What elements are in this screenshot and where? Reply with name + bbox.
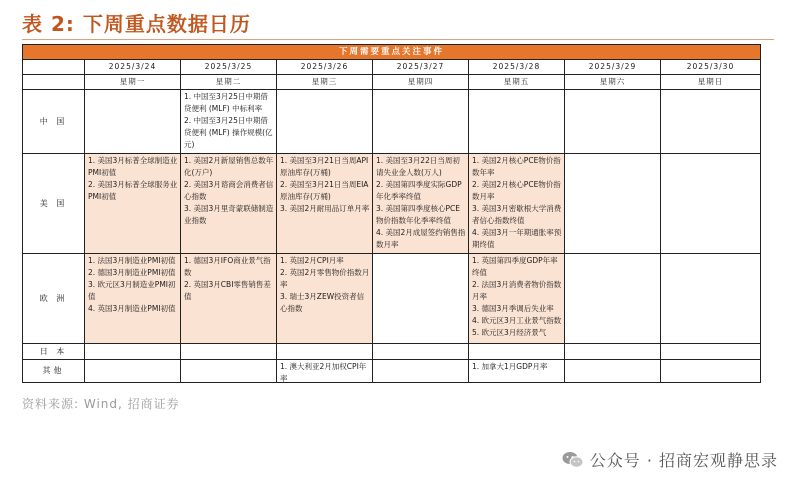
- event-item: 1. 澳大利亚2月加权CPI年率: [280, 362, 367, 382]
- event-cell: [85, 154, 181, 254]
- event-cell: [373, 360, 469, 383]
- event-cell: [661, 254, 761, 344]
- row-label: 中 国: [23, 90, 85, 154]
- weekday-header: 星期日: [661, 75, 761, 90]
- event-cell: [661, 154, 761, 254]
- event-cell: [565, 254, 661, 344]
- weekday-row: [23, 75, 761, 90]
- event-item: 1. 美国2月新屋销售总数年化(万户): [184, 156, 274, 177]
- event-item: 3. 德国3月季调后失业率: [472, 304, 554, 313]
- row-label: 欧 洲: [23, 254, 85, 344]
- event-cell: [565, 90, 661, 154]
- event-item: 2. 英国2月零售物价指数月率: [280, 268, 370, 289]
- watermark: [562, 448, 778, 471]
- event-cell: [469, 90, 565, 154]
- event-item: 2. 英国3月CBI零售销售差值: [184, 280, 271, 301]
- weekday-header: 星期二: [181, 75, 277, 90]
- event-cell: [469, 154, 565, 254]
- table-row: [23, 90, 761, 154]
- title-divider: [22, 39, 774, 40]
- event-cell: [181, 344, 277, 360]
- date-header: 2025/3/27: [373, 60, 469, 75]
- watermark-text: 公众号 · 招商宏观静思录: [589, 451, 778, 470]
- event-item: 2. 法国3月消费者物价指数月率: [472, 280, 562, 301]
- row-label: 日 本: [23, 344, 85, 360]
- corner-cell: [23, 60, 85, 75]
- event-item: 1. 加拿大1月GDP月率: [472, 362, 548, 371]
- event-cell: [277, 344, 373, 360]
- weekday-header: 星期五: [469, 75, 565, 90]
- event-cell: [565, 360, 661, 383]
- event-item: 3. 美国3月密歇根大学消费者信心指数终值: [472, 204, 562, 225]
- event-item: 1. 美国2月核心PCE物价指数年率: [472, 156, 561, 177]
- event-item: 4. 美国3月一年期通胀率预期终值: [472, 228, 562, 249]
- row-label: 美 国: [23, 154, 85, 254]
- event-item: 3. 美国2月耐用品订单月率: [280, 204, 370, 213]
- wechat-icon: [562, 451, 584, 469]
- event-item: 4. 美国2月成屋签约销售指数月率: [376, 228, 466, 249]
- event-cell: [661, 344, 761, 360]
- event-cell: [373, 254, 469, 344]
- event-item: 2. 美国至3月21日当周EIA原油库存(万桶): [280, 180, 369, 201]
- event-cell: [181, 90, 277, 154]
- event-cell: [469, 360, 565, 383]
- event-item: 1. 美国至3月21日当周API原油库存(万桶): [280, 156, 369, 177]
- weekday-header: 星期一: [85, 75, 181, 90]
- event-item: 4. 英国3月制造业PMI初值: [88, 304, 176, 313]
- date-row: [23, 60, 761, 75]
- event-item: 2. 美国3月谘商会消费者信心指数: [184, 180, 274, 201]
- event-cell: [469, 344, 565, 360]
- weekday-header: 星期六: [565, 75, 661, 90]
- event-cell: [85, 254, 181, 344]
- calendar-table: [22, 44, 761, 383]
- event-cell: [661, 360, 761, 383]
- event-item: 3. 欧元区3月制造业PMI初值: [88, 280, 176, 301]
- event-item: 5. 欧元区3月经济景气: [472, 328, 547, 337]
- event-cell: [277, 254, 373, 344]
- event-item: 4. 欧元区3月工业景气指数: [472, 316, 562, 325]
- source-note: 资料来源: Wind, 招商证券: [22, 397, 180, 411]
- event-cell: [661, 90, 761, 154]
- weekday-header: 星期四: [373, 75, 469, 90]
- page-title: 表 2: 下周重点数据日历: [22, 12, 251, 36]
- event-item: 1. 德国3月IFO商业景气指数: [184, 256, 271, 277]
- event-item: 1. 美国至3月22日当周初请失业金人数(万人): [376, 156, 460, 177]
- event-item: 3. 美国第四季度核心PCE物价指数年化季率终值: [376, 204, 461, 225]
- table-row: [23, 360, 761, 383]
- date-header: 2025/3/28: [469, 60, 565, 75]
- event-cell: [181, 254, 277, 344]
- date-header: 2025/3/25: [181, 60, 277, 75]
- event-cell: [469, 254, 565, 344]
- event-cell: [85, 90, 181, 154]
- event-cell: [85, 360, 181, 383]
- event-item: 1. 英国第四季度GDP年率终值: [472, 256, 558, 277]
- table-banner: 下周需要重点关注事件: [23, 45, 761, 60]
- date-header: 2025/3/29: [565, 60, 661, 75]
- event-item: 1. 英国2月CPI月率: [280, 256, 344, 265]
- event-cell: [373, 344, 469, 360]
- event-cell: [181, 360, 277, 383]
- event-item: 2. 中国至3月25日中期借贷便利 (MLF) 操作规模(亿元): [184, 116, 273, 149]
- event-cell: [277, 154, 373, 254]
- event-item: 1. 美国3月标普全球制造业PMI初值: [88, 156, 178, 177]
- event-cell: [181, 154, 277, 254]
- event-item: 3. 美国3月里奇蒙联储制造业指数: [184, 204, 274, 225]
- event-item: 2. 美国3月标普全球服务业PMI初值: [88, 180, 178, 201]
- event-item: 3. 瑞士3月ZEW投资者信心指数: [280, 292, 365, 313]
- event-cell: [565, 154, 661, 254]
- table-row: [23, 254, 761, 344]
- table-row: [23, 154, 761, 254]
- event-cell: [277, 90, 373, 154]
- event-item: 1. 法国3月制造业PMI初值: [88, 256, 176, 265]
- event-cell: [373, 154, 469, 254]
- weekday-header: 星期三: [277, 75, 373, 90]
- date-header: 2025/3/30: [661, 60, 761, 75]
- event-item: 2. 美国2月核心PCE物价指数月率: [472, 180, 561, 201]
- event-cell: [85, 344, 181, 360]
- date-header: 2025/3/26: [277, 60, 373, 75]
- event-item: 2. 德国3月制造业PMI初值: [88, 268, 176, 277]
- event-cell: [565, 344, 661, 360]
- event-cell: [373, 90, 469, 154]
- row-label: 其他: [23, 360, 85, 383]
- event-item: 1. 中国至3月25日中期借贷便利 (MLF) 中标利率: [184, 92, 268, 113]
- event-cell: [277, 360, 373, 383]
- date-header: 2025/3/24: [85, 60, 181, 75]
- table-row: [23, 344, 761, 360]
- event-item: 2. 美国第四季度实际GDP年化季率终值: [376, 180, 462, 201]
- corner-cell: [23, 75, 85, 90]
